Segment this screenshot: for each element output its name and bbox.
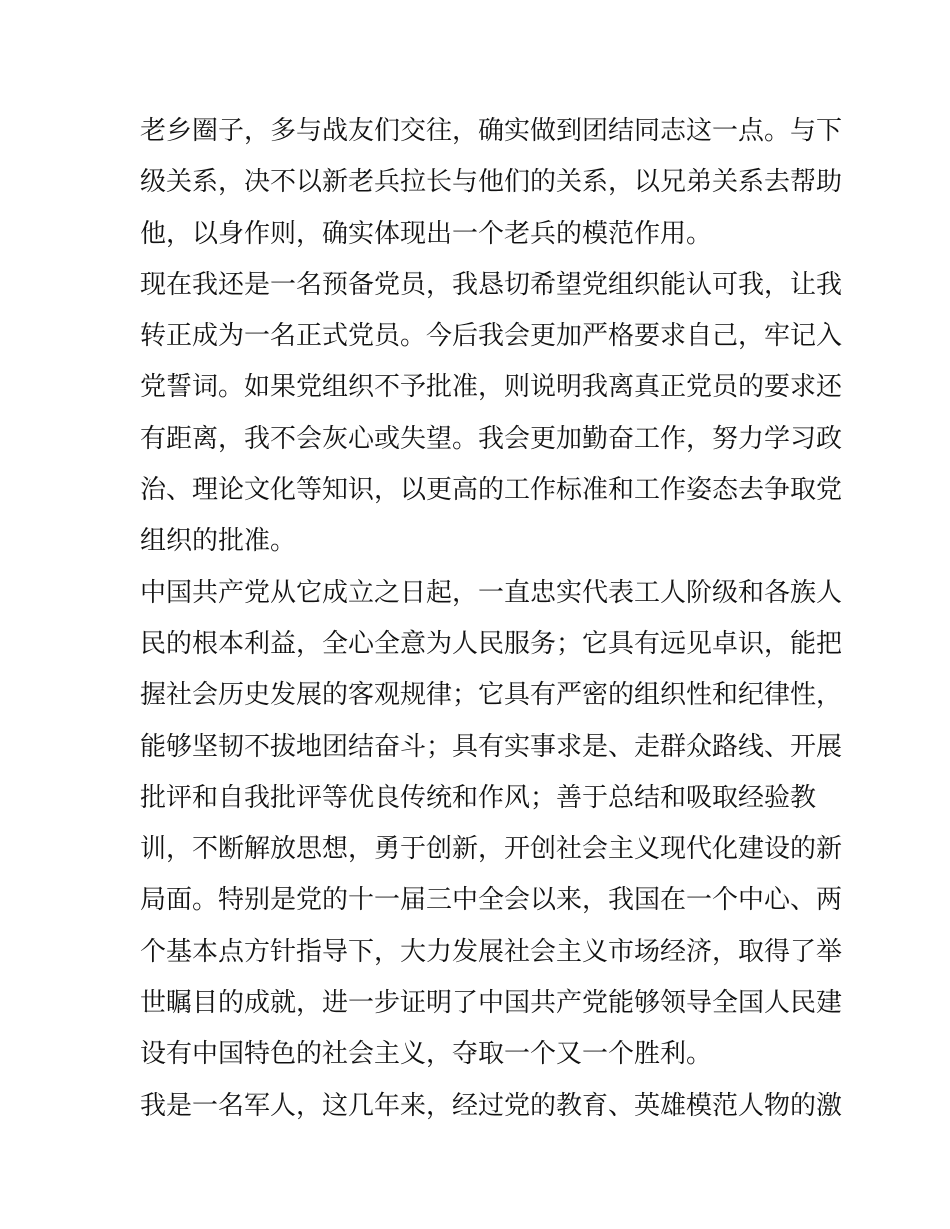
text-line: 个基本点方针指导下，大力发展社会主义市场经济，取得了举 <box>140 936 843 967</box>
text-line: 局面。特别是党的十一届三中全会以来，我国在一个中心、两 <box>140 885 843 916</box>
text-line: 转正成为一名正式党员。今后我会更加严格要求自己，牢记入 <box>140 321 843 352</box>
text-line: 组织的批准。 <box>140 526 297 557</box>
text-line: 训，不断解放思想，勇于创新，开创社会主义现代化建设的新 <box>140 834 843 865</box>
document-body <box>140 106 843 1132</box>
text-line: 党誓词。如果党组织不予批准，则说明我离真正党员的要求还 <box>140 372 843 403</box>
text-line: 设有中国特色的社会主义，夺取一个又一个胜利。 <box>140 1039 713 1070</box>
text-line: 握社会历史发展的客观规律；它具有严密的组织性和纪律性， <box>140 680 843 711</box>
text-line: 中国共产党从它成立之日起，一直忠实代表工人阶级和各族人 <box>140 577 843 608</box>
text-line: 级关系，决不以新老兵拉长与他们的关系，以兄弟关系去帮助 <box>140 167 843 198</box>
text-line: 他，以身作则，确实体现出一个老兵的模范作用。 <box>140 218 713 249</box>
text-line: 民的根本利益，全心全意为人民服务；它具有远见卓识，能把 <box>140 628 843 659</box>
text-line: 我是一名军人，这几年来，经过党的教育、英雄模范人物的激 <box>140 1090 843 1121</box>
text-line: 老乡圈子，多与战友们交往，确实做到团结同志这一点。与下 <box>140 116 843 146</box>
text-line: 有距离，我不会灰心或失望。我会更加勤奋工作，努力学习政 <box>140 423 843 454</box>
text-line: 能够坚韧不拔地团结奋斗；具有实事求是、走群众路线、开展 <box>140 731 843 762</box>
text-line: 批评和自我批评等优良传统和作风；善于总结和吸取经验教 <box>140 782 817 813</box>
text-line: 现在我还是一名预备党员，我恳切希望党组织能认可我，让我 <box>140 269 843 300</box>
text-line: 治、理论文化等知识，以更高的工作标准和工作姿态去争取党 <box>140 475 843 506</box>
text-line: 世瞩目的成就，进一步证明了中国共产党能够领导全国人民建 <box>140 988 843 1019</box>
